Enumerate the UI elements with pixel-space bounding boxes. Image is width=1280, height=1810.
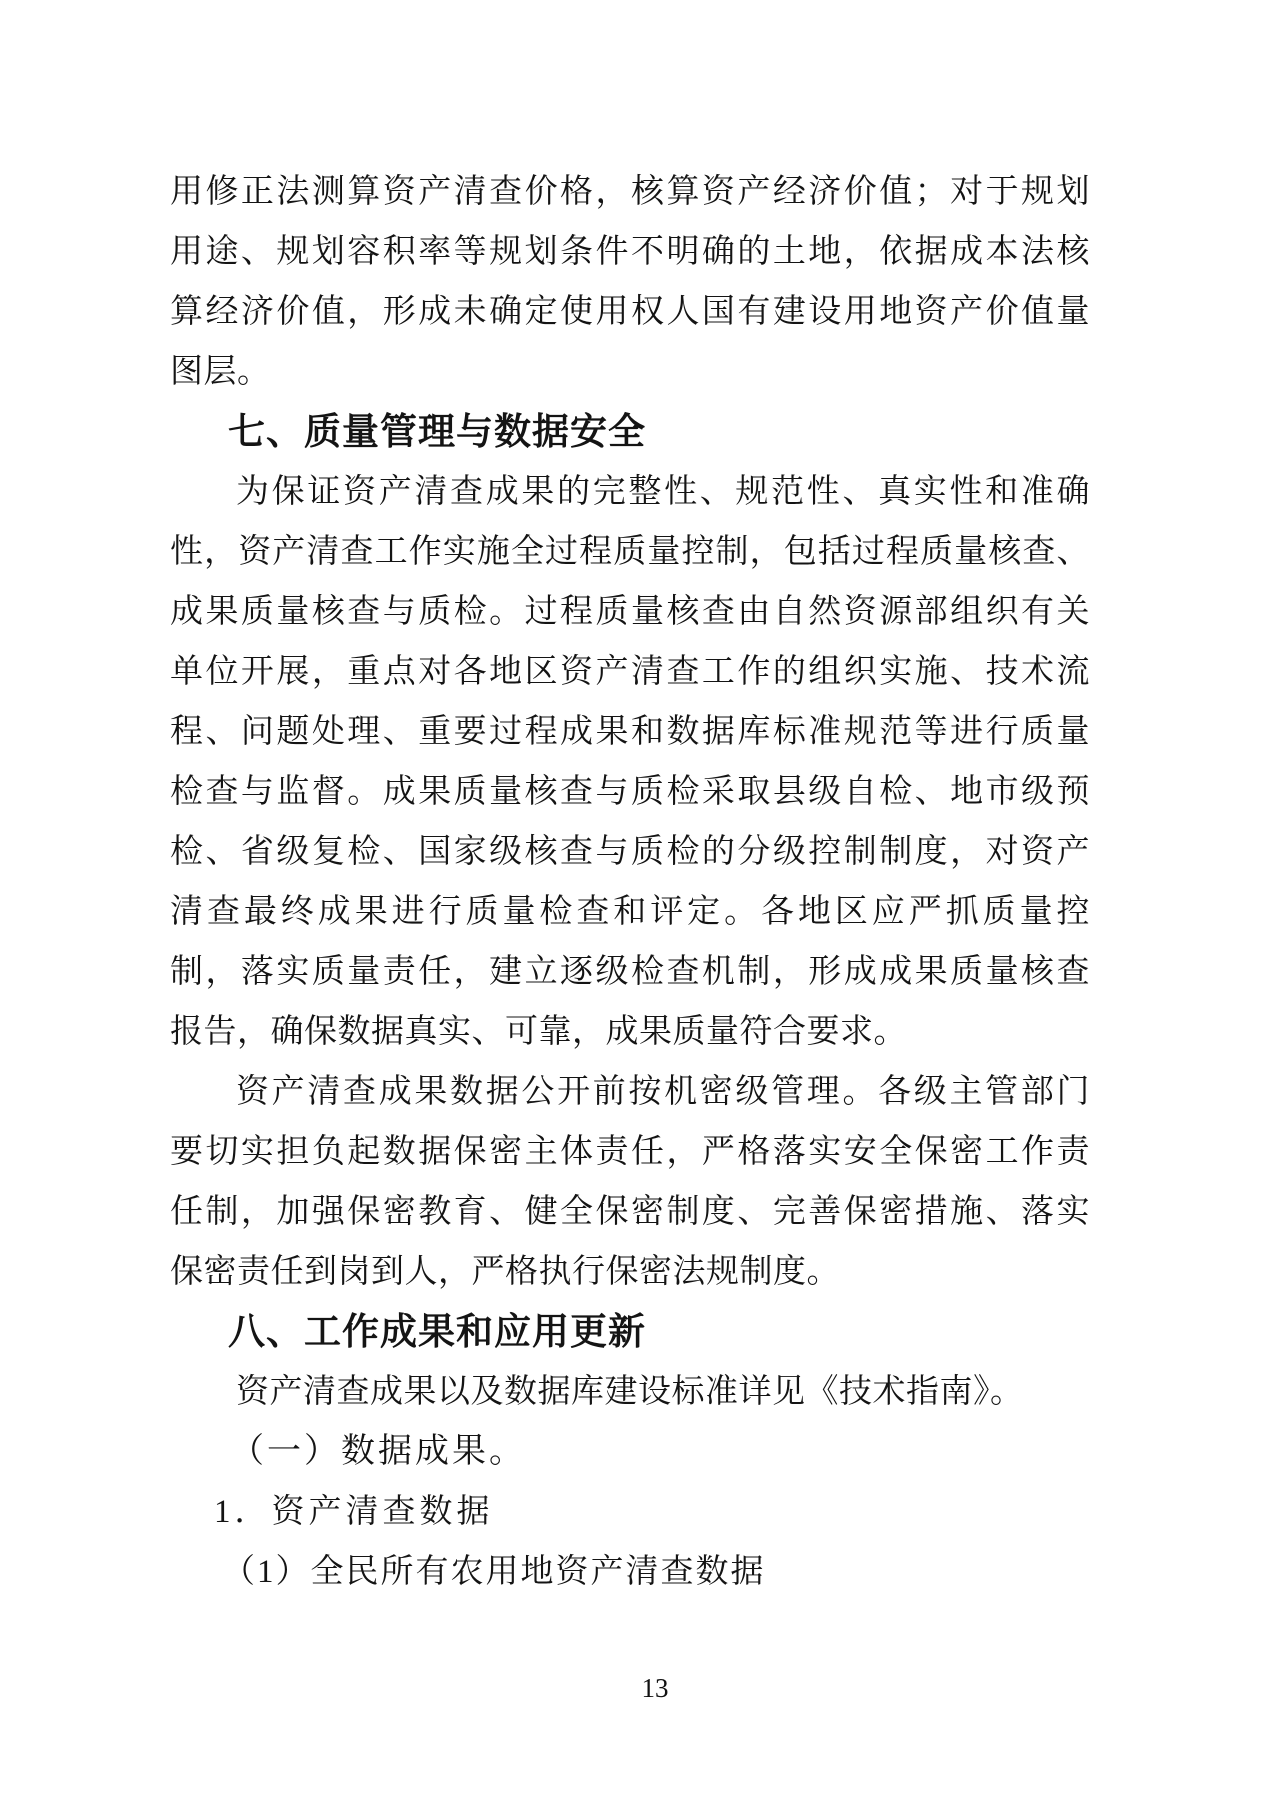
- body-paragraph-continued-line: 图层。: [170, 354, 271, 390]
- page-number: 13: [641, 1673, 669, 1703]
- section-heading-line: 七、质量管理与数据安全: [228, 411, 646, 452]
- body-paragraph-line: 制，落实质量责任，建立逐级检查机制，形成成果质量核查: [170, 954, 1090, 990]
- body-paragraph-line: 单位开展，重点对各地区资产清查工作的组织实施、技术流: [170, 654, 1090, 690]
- sub-heading-line: （一）数据成果。: [230, 1433, 526, 1470]
- body-paragraph-line: 资产清查成果以及数据库建设标准详见《技术指南》。: [236, 1374, 1024, 1410]
- numbered-item-line: 1．资产清查数据: [214, 1494, 494, 1530]
- body-paragraph-line: 报告，确保数据真实、可靠，成果质量符合要求。: [170, 1014, 907, 1050]
- body-paragraph-continued-line: 算经济价值，形成未确定使用权人国有建设用地资产价值量: [170, 294, 1090, 330]
- text-body: [170, 162, 1090, 1602]
- body-paragraph-line: 成果质量核查与质检。过程质量核查由自然资源部组织有关: [170, 594, 1090, 630]
- body-paragraph-line: 检查与监督。成果质量核查与质检采取县级自检、地市级预: [170, 774, 1090, 810]
- body-paragraph-continued-line: 用途、规划容积率等规划条件不明确的土地，依据成本法核: [170, 234, 1090, 270]
- body-paragraph-line: 为保证资产清查成果的完整性、规范性、真实性和准确: [236, 474, 1090, 510]
- body-paragraph-line: 资产清查成果数据公开前按机密级管理。各级主管部门: [236, 1074, 1090, 1110]
- body-paragraph-line: 性，资产清查工作实施全过程质量控制，包括过程质量核查、: [170, 534, 1090, 570]
- body-paragraph-continued-line: 用修正法测算资产清查价格，核算资产经济价值；对于规划: [170, 174, 1090, 210]
- body-paragraph-line: 任制，加强保密教育、健全保密制度、完善保密措施、落实: [170, 1194, 1090, 1230]
- body-paragraph-line: 检、省级复检、国家级核查与质检的分级控制制度，对资产: [170, 834, 1090, 870]
- body-paragraph-line: 保密责任到岗到人，严格执行保密法规制度。: [170, 1254, 840, 1290]
- section-heading-line: 八、工作成果和应用更新: [228, 1311, 646, 1352]
- body-paragraph-line: 要切实担负起数据保密主体责任，严格落实安全保密工作责: [170, 1134, 1090, 1170]
- body-paragraph-line: 清查最终成果进行质量检查和评定。各地区应严抓质量控: [170, 894, 1090, 930]
- sub-numbered-item-line: （1）全民所有农用地资产清查数据: [222, 1554, 766, 1590]
- body-paragraph-line: 程、问题处理、重要过程成果和数据库标准规范等进行质量: [170, 714, 1090, 750]
